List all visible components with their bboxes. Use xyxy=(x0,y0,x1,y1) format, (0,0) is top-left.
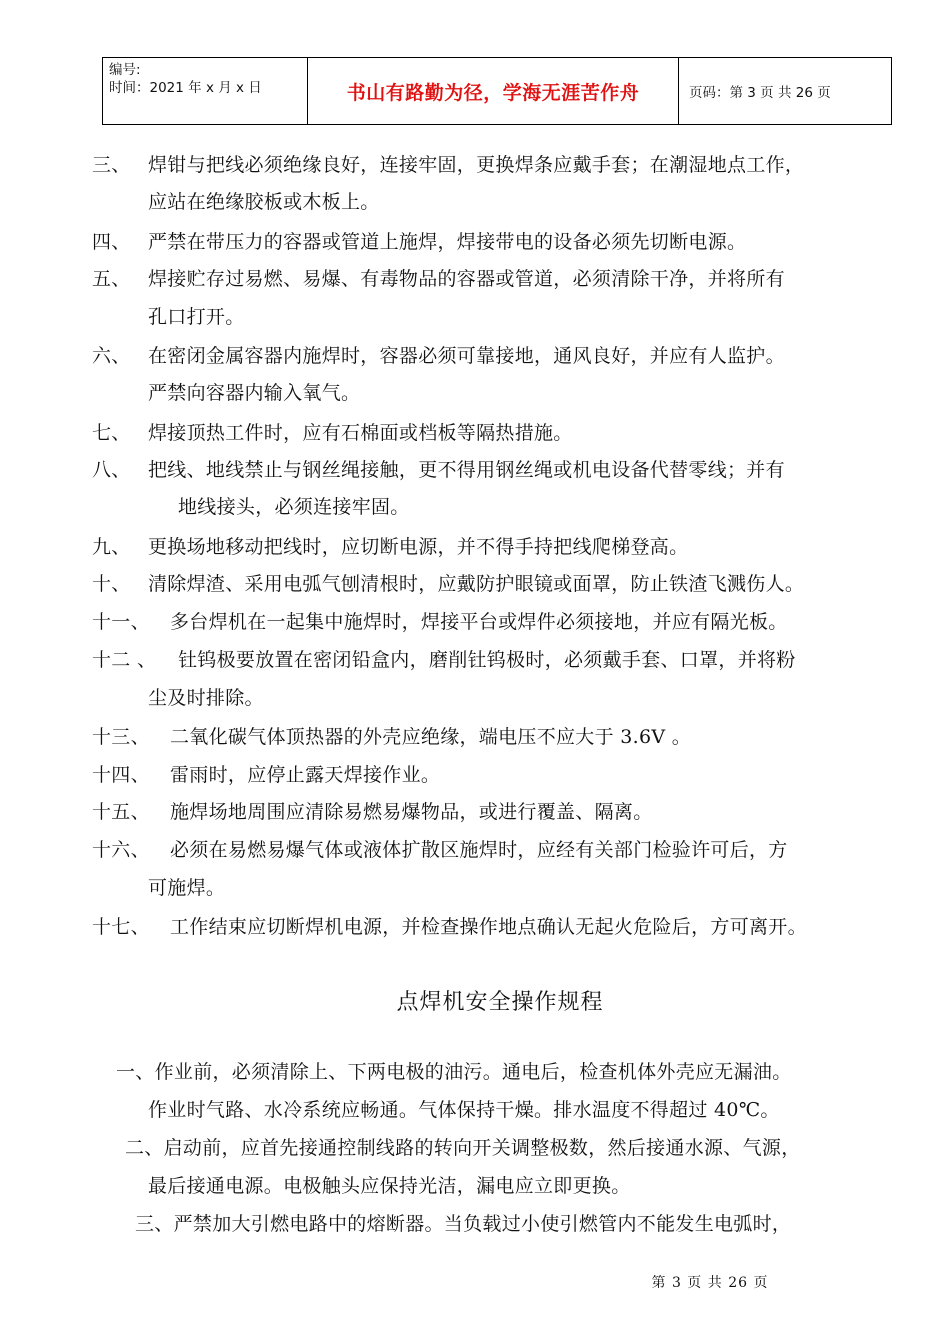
rule-line: 焊接顶热工件时，应有石棉面或档板等隔热措施。 xyxy=(148,422,573,444)
rule-line: 二氧化碳气体顶热器的外壳应绝缘，端电压不应大于 3.6V 。 xyxy=(170,726,692,748)
section-line: 作业时气路、水冷系统应畅通。气体保持干燥。排水温度不得超过 40℃。 xyxy=(148,1099,780,1121)
rule-number: 六、 xyxy=(92,345,131,367)
rule-number: 七、 xyxy=(92,422,131,444)
rule-number: 十三、 xyxy=(92,726,150,748)
section-line: 三、严禁加大引燃电路中的熔断器。当负载过小使引燃管内不能发生电弧时， xyxy=(135,1213,792,1235)
header-meta xyxy=(103,58,308,124)
section-title: 点焊机安全操作规程 xyxy=(396,990,604,1015)
rule-line: 焊钳与把线必须绝缘良好，连接牢固，更换焊条应戴手套；在潮湿地点工作， xyxy=(148,154,805,176)
rule-line: 严禁在带压力的容器或管道上施焊，焊接带电的设备必须先切断电源。 xyxy=(148,231,747,253)
rule-line: 工作结束应切断焊机电源，并检查操作地点确认无起火危险后，方可离开。 xyxy=(170,916,807,938)
rule-line: 更换场地移动把线时，应切断电源，并不得手持把线爬梯登高。 xyxy=(148,536,689,558)
rule-line: 施焊场地周围应清除易燃易爆物品，或进行覆盖、隔离。 xyxy=(170,801,653,823)
rule-number: 十四、 xyxy=(92,764,150,786)
rule-number: 十七、 xyxy=(92,916,150,938)
page-footer: 第 3 页 共 26 页 xyxy=(651,1275,769,1291)
rule-line: 把线、地线禁止与钢丝绳接触，更不得用钢丝绳或机电设备代替零线；并有 xyxy=(148,459,785,481)
rule-number: 十二 、 xyxy=(92,649,157,671)
rule-line: 严禁向容器内输入氧气。 xyxy=(148,382,361,404)
rule-line: 可施焊。 xyxy=(148,877,226,899)
rule-line: 孔口打开。 xyxy=(148,306,245,328)
rule-line: 必须在易燃易爆气体或液体扩散区施焊时，应经有关部门检验许可后，方 xyxy=(170,839,788,861)
document-header xyxy=(102,57,892,125)
rule-number: 十、 xyxy=(92,573,131,595)
rule-number: 三、 xyxy=(92,154,131,176)
rule-line: 雷雨时，应停止露天焊接作业。 xyxy=(170,764,441,786)
rule-number: 十五、 xyxy=(92,801,150,823)
section-line: 二、启动前，应首先接通控制线路的转向开关调整极数，然后接通水源、气源， xyxy=(125,1137,801,1159)
rule-line: 多台焊机在一起集中施焊时，焊接平台或焊件必须接地，并应有隔光板。 xyxy=(170,611,788,633)
rule-line: 在密闭金属容器内施焊时，容器必须可靠接地，通风良好，并应有人监护。 xyxy=(148,345,785,367)
rule-number: 四、 xyxy=(92,231,131,253)
rule-number: 九、 xyxy=(92,536,131,558)
rule-line: 焊接贮存过易燃、易爆、有毒物品的容器或管道，必须清除干净，并将所有 xyxy=(148,268,785,290)
rule-line: 地线接头，必须连接牢固。 xyxy=(178,496,410,518)
rule-line: 应站在绝缘胶板或木板上。 xyxy=(148,191,380,213)
date-label: 时间：2021 年 x 月 x 日 xyxy=(109,80,262,96)
section-line: 最后接通电源。电极触头应保持光洁，漏电应立即更换。 xyxy=(148,1175,631,1197)
rule-line: 清除焊渣、采用电弧气刨清根时，应戴防护眼镜或面罩，防止铁渣飞溅伤人。 xyxy=(148,573,805,595)
rule-number: 十一、 xyxy=(92,611,150,633)
rule-number: 八、 xyxy=(92,459,131,481)
rule-line: 尘及时排除。 xyxy=(148,687,264,709)
header-page-info: 页码：第 3 页 共 26 页 xyxy=(689,85,831,101)
section-line: 一、作业前，必须清除上、下两电极的油污。通电后，检查机体外壳应无漏油。 xyxy=(116,1061,792,1083)
rule-line: 钍钨极要放置在密闭铅盒内，磨削钍钨极时，必须戴手套、口罩，并将粉 xyxy=(178,649,796,671)
rule-number: 十六、 xyxy=(92,839,150,861)
header-motto: 书山有路勤为径，学海无涯苦作舟 xyxy=(308,58,679,124)
rule-number: 五、 xyxy=(92,268,131,290)
number-label: 编号: xyxy=(109,62,141,78)
